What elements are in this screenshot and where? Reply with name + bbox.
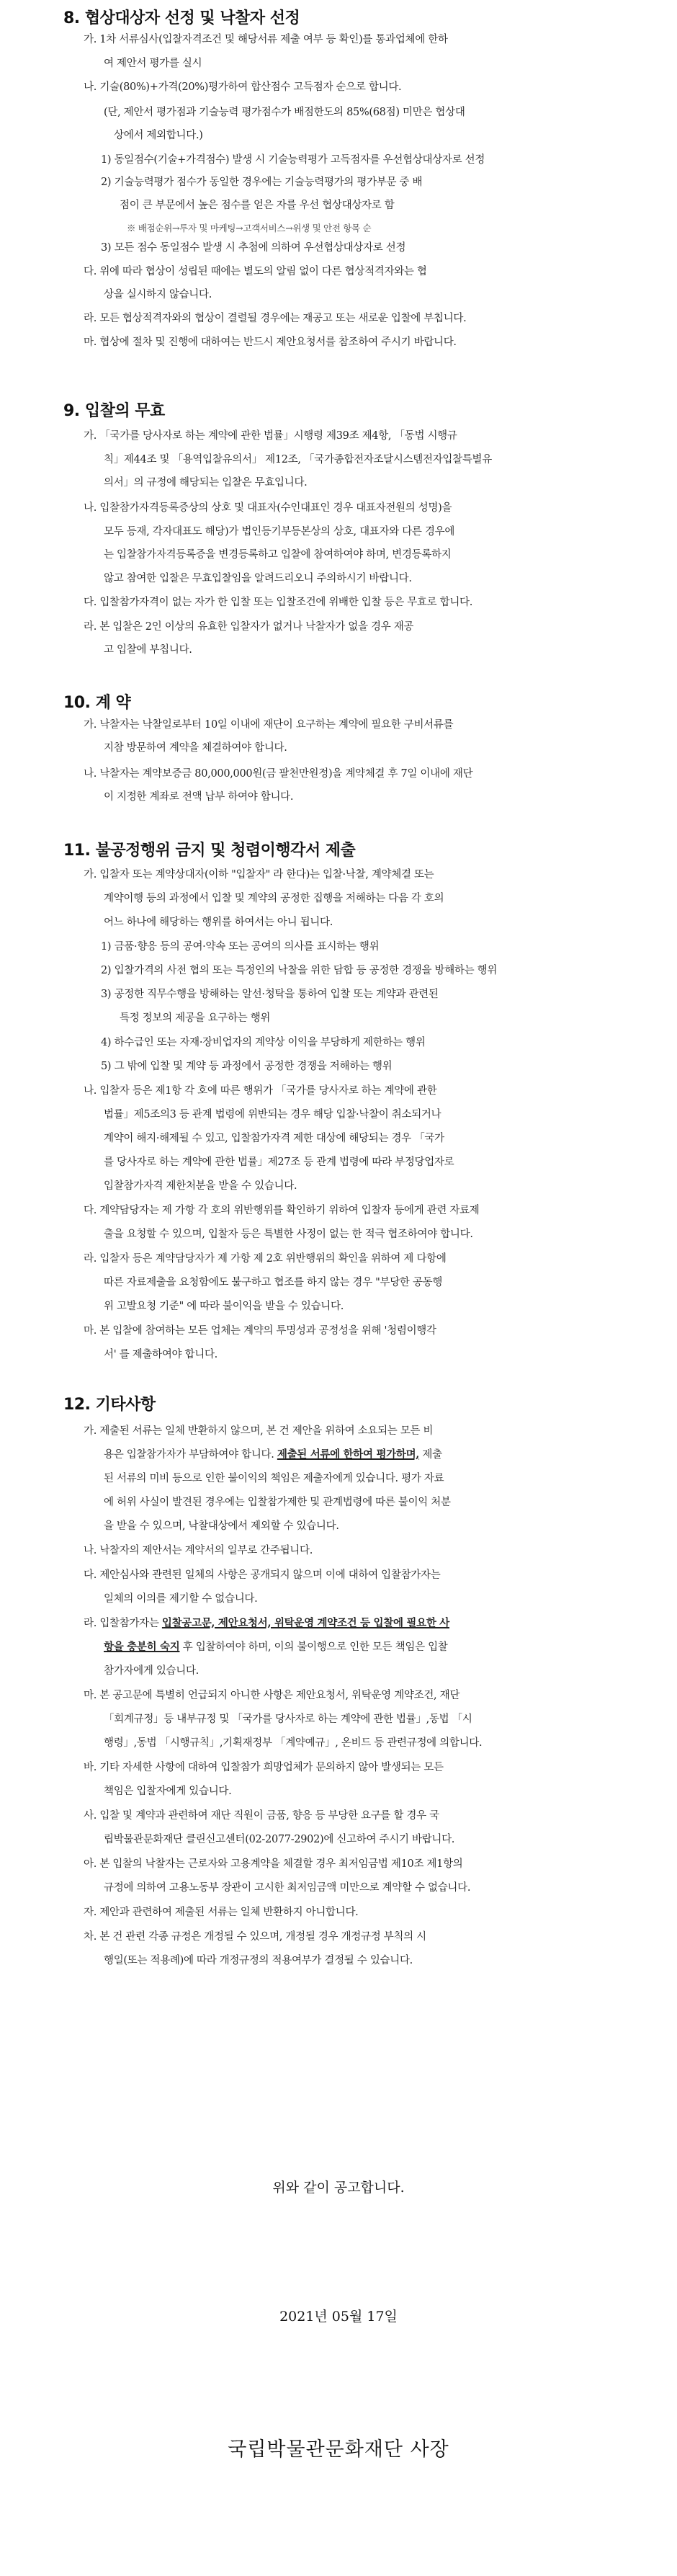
text-line: 행일(또는 적용례)에 따라 개정규정의 적용여부가 결정될 수 있습니다. — [104, 1955, 413, 1966]
text-line: 2) 기술능력평가 점수가 동일한 경우에는 기술능력평가의 평가부문 중 배 — [101, 177, 423, 188]
emphasized-text: 제출된 서류에 한하여 평가하며, — [277, 1448, 420, 1461]
text-line: 사. 입찰 및 계약과 관련하여 재단 직원이 금품, 향응 등 부당한 요구를 할 경우 국 — [84, 1810, 439, 1822]
text-line: 다. 제안심사와 관련된 일체의 사항은 공개되지 않으며 이에 대하여 입찰참가자는 — [84, 1569, 441, 1581]
text-line: 라. 입찰자 등은 계약담당자가 제 가항 제 2호 위반행위의 확인을 위하여 제 다항에 — [84, 1253, 447, 1265]
section-title: 9. 입찰의 무효 — [63, 402, 165, 420]
section-title: 10. 계 약 — [63, 694, 131, 712]
text-line: 5) 그 밖에 입찰 및 계약 등 과정에서 공정한 경쟁을 저해하는 행위 — [101, 1061, 393, 1072]
text-line: 를 당사자로 하는 계약에 관한 법률」제27조 등 관계 법령에 따라 부정당업자로 — [104, 1156, 454, 1168]
text-line: 바. 기타 자세한 사항에 대하여 입찰참가 희망업체가 문의하지 않아 발생되는 모든 — [84, 1762, 444, 1773]
text-line: 서' 를 제출하여야 합니다. — [104, 1349, 218, 1360]
text-line: 항을 충분히 숙지 후 입찰하여야 하며, 이의 불이행으로 인한 모든 책임은 입찰 — [104, 1641, 448, 1653]
text-line: 의서」의 규정에 해당되는 입찰은 무효입니다. — [104, 477, 308, 489]
closing-notice: 위와 같이 공고합니다. — [272, 2180, 405, 2196]
text-line: 위 고발요청 기준" 에 따라 불이익을 받을 수 있습니다. — [104, 1301, 344, 1312]
text-line: 라. 모든 협상적격자와의 협상이 결렬될 경우에는 재공고 또는 새로운 입찰에 부칩니다. — [84, 313, 467, 324]
text-line: 용은 입찰참가자가 부담하여야 합니다. 제출된 서류에 한하여 평가하며, 제출 — [104, 1448, 442, 1461]
text-line: 차. 본 건 관련 각종 규정은 개정될 수 있으며, 개정될 경우 개정규정 부칙의 시 — [84, 1931, 426, 1943]
text-line: 상을 실시하지 않습니다. — [104, 289, 212, 300]
text-line: 2) 입찰가격의 사전 협의 또는 특정인의 낙찰을 위한 담합 등 공정한 경쟁을 방해하는 행위 — [101, 965, 498, 976]
text-line: 다. 위에 따라 협상이 성립된 때에는 별도의 알림 없이 다른 협상적격자와는 협 — [84, 266, 427, 277]
text-line: 가. 1차 서류심사(입찰자격조건 및 해당서류 제출 여부 등 확인)를 통과업체에 한하 — [84, 34, 448, 45]
text-line: 지참 방문하여 계약을 체결하여야 합니다. — [104, 742, 287, 754]
text-line: 계약이 해지·해제될 수 있고, 입찰참가자격 제한 대상에 해당되는 경우 「국가 — [104, 1133, 444, 1144]
announcement-date: 2021년 05월 17일 — [279, 2309, 398, 2325]
text-line: 행령」,동법 「시행규칙」,기획재정부 「계약예규」, 온비드 등 관련규정에 의합니다. — [104, 1737, 483, 1749]
text-line: 다. 입찰참가자격이 없는 자가 한 입찰 또는 입찰조건에 위배한 입찰 등은 무효로 합니다. — [84, 597, 473, 608]
text-line: 가. 낙찰자는 낙찰일로부터 10일 이내에 재단이 요구하는 계약에 필요한 구비서류를 — [84, 719, 454, 731]
text-line: 특정 정보의 제공을 요구하는 행위 — [120, 1012, 271, 1024]
text-line: 된 서류의 미비 등으로 인한 불이익의 책임은 제출자에게 있습니다. 평가 자료 — [104, 1473, 444, 1484]
text-line: 계약이행 등의 과정에서 입찰 및 계약의 공정한 집행을 저해하는 다음 각 호의 — [104, 893, 444, 904]
text-line: 이 지정한 계좌로 전액 납부 하여야 합니다. — [104, 791, 294, 803]
text-line: 나. 입찰자 등은 제1항 각 호에 따른 행위가 「국가를 당사자로 하는 계약에 관한 — [84, 1085, 437, 1097]
note-line: ※ 배점순위→투자 및 마케팅→고객서비스→위생 및 안전 항목 순 — [127, 223, 372, 233]
text-line: 마. 본 공고문에 특별히 언급되지 아니한 사항은 제안요청서, 위탁운영 계약조건, 재단 — [84, 1690, 460, 1701]
text-line: 1) 금품·향응 등의 공여·약속 또는 공여의 의사를 표시하는 행위 — [101, 941, 380, 953]
text-line: 점이 큰 부문에서 높은 점수를 얻은 자를 우선 협상대상자로 함 — [120, 200, 395, 211]
text-line: 가. 「국가를 당사자로 하는 계약에 관한 법률」시행령 제39조 제4항, 「동법 시행규 — [84, 430, 457, 442]
text-line: 「회계규정」등 내부규정 및 「국가를 당사자로 하는 계약에 관한 법률」,동법 「시 — [104, 1713, 472, 1725]
text-line: 칙」제44조 및 「용역입찰유의서」 제12조, 「국가종합전자조달시스템전자입찰특별유 — [104, 454, 492, 465]
text-line: 출을 요청할 수 있으며, 입찰자 등은 특별한 사정이 없는 한 적극 협조하여야 합니다. — [104, 1229, 473, 1240]
text-line: 라. 본 입찰은 2인 이상의 유효한 입찰자가 없거나 낙찰자가 없을 경우 재공 — [84, 621, 414, 633]
text-line: 고 입찰에 부칩니다. — [104, 644, 192, 656]
text-line: 을 받을 수 있으며, 낙찰대상에서 제외할 수 있습니다. — [104, 1520, 339, 1532]
text-line: 립박물관문화재단 클린신고센터(02-2077-2902)에 신고하여 주시기 바랍니다. — [104, 1834, 455, 1845]
section-title: 12. 기타사항 — [63, 1396, 156, 1414]
text-line: 나. 낙찰자의 제안서는 계약서의 일부로 간주됩니다. — [84, 1545, 313, 1556]
text-line: 책임은 입찰자에게 있습니다. — [104, 1786, 232, 1797]
emphasized-text: 항을 충분히 숙지 — [104, 1641, 180, 1653]
text-line: 1) 동일점수(기술+가격점수) 발생 시 기술능력평가 고득점자를 우선협상대상자로 선정 — [101, 154, 485, 166]
issuing-organization: 국립박물관문화재단 사장 — [228, 2438, 449, 2461]
text-line: 에 허위 사실이 발견된 경우에는 입찰참가제한 및 관계법령에 따른 불이익 처분 — [104, 1497, 451, 1508]
text-line: 다. 계약담당자는 제 가항 각 호의 위반행위를 확인하기 위하여 입찰자 등에게 관련 자료제 — [84, 1205, 480, 1216]
text-line: 상에서 제외합니다.) — [114, 130, 203, 141]
text-line: 입찰참가자격 제한처분을 받을 수 있습니다. — [104, 1180, 297, 1192]
text-line: 참가자에게 있습니다. — [104, 1665, 199, 1677]
text-line: 자. 제안과 관련하여 제출된 서류는 일체 반환하지 아니합니다. — [84, 1907, 359, 1918]
text-line: 법률」제5조의3 등 관계 법령에 위반되는 경우 해당 입찰·낙찰이 취소되거나 — [104, 1109, 441, 1120]
text-line: 나. 입찰참가자격등록증상의 상호 및 대표자(수인대표인 경우 대표자전원의 성명)을 — [84, 502, 452, 514]
text-line: 마. 본 입찰에 참여하는 모든 업체는 계약의 투명성과 공정성을 위해 '청렴이행각 — [84, 1325, 436, 1337]
text-line: 않고 참여한 입찰은 무효입찰임을 알려드리오니 주의하시기 바랍니다. — [104, 573, 412, 584]
text-line: 따른 자료제출을 요청함에도 불구하고 협조를 하지 않는 경우 "부당한 공동행 — [104, 1277, 443, 1288]
text-line: 나. 낙찰자는 계약보증금 80,000,000원(금 팔천만원정)을 계약체결 후 7일 이내에 재단 — [84, 768, 473, 780]
text-line: 모두 등재, 각자대표도 해당)가 법인등기부등본상의 상호, 대표자와 다른 경우에 — [104, 526, 455, 538]
text-line: 규정에 의하여 고용노동부 장관이 고시한 최저임금액 미만으로 계약할 수 없습니다. — [104, 1882, 471, 1894]
text-line: 아. 본 입찰의 낙찰자는 근로자와 고용계약을 체결할 경우 최저임금법 제10조 제1항의 — [84, 1858, 463, 1870]
text-line: 가. 제출된 서류는 일체 반환하지 않으며, 본 건 제안을 위하여 소요되는 모든 비 — [84, 1425, 434, 1437]
text-line: 어느 하나에 해당하는 행위를 하여서는 아니 됩니다. — [104, 917, 333, 928]
text-line: (단, 제안서 평가점과 기술능력 평가점수가 배점한도의 85%(68점) 미만은 협상대 — [104, 107, 465, 118]
emphasized-text: 입찰공고문, 제안요청서, 위탁운영 계약조건 등 입찰에 필요한 사 — [161, 1617, 450, 1629]
section-title: 8. 협상대상자 선정 및 낙찰자 선정 — [63, 9, 300, 27]
text-line: 는 입찰참가자격등록증을 변경등록하고 입찰에 참여하여야 하며, 변경등록하지 — [104, 549, 452, 561]
text-line: 나. 기술(80%)+가격(20%)평가하여 합산점수 고득점자 순으로 합니다. — [84, 81, 402, 93]
text-line: 라. 입찰참가자는 입찰공고문, 제안요청서, 위탁운영 계약조건 등 입찰에 필요한 사 — [84, 1617, 450, 1629]
text-line: 3) 공정한 직무수행을 방해하는 알선·청탁을 통하여 입찰 또는 계약과 관련된 — [101, 989, 439, 1000]
text-line: 여 제안서 평가를 실시 — [104, 58, 202, 69]
text-line: 일체의 이의를 제기할 수 없습니다. — [104, 1593, 258, 1605]
text-line: 가. 입찰자 또는 계약상대자(이하 "입찰자" 라 한다)는 입찰·낙찰, 계약체결 또는 — [84, 869, 434, 881]
text-line: 3) 모든 점수 동일점수 발생 시 추첨에 의하여 우선협상대상자로 선정 — [101, 242, 406, 254]
text-line: 마. 협상에 절차 및 진행에 대하여는 반드시 제안요청서를 참조하여 주시기 바랍니다. — [84, 337, 457, 348]
section-title: 11. 불공정행위 금지 및 청렴이행각서 제출 — [63, 842, 356, 860]
text-line: 4) 하수급인 또는 자재·장비업자의 계약상 이익을 부당하게 제한하는 행위 — [101, 1037, 426, 1048]
